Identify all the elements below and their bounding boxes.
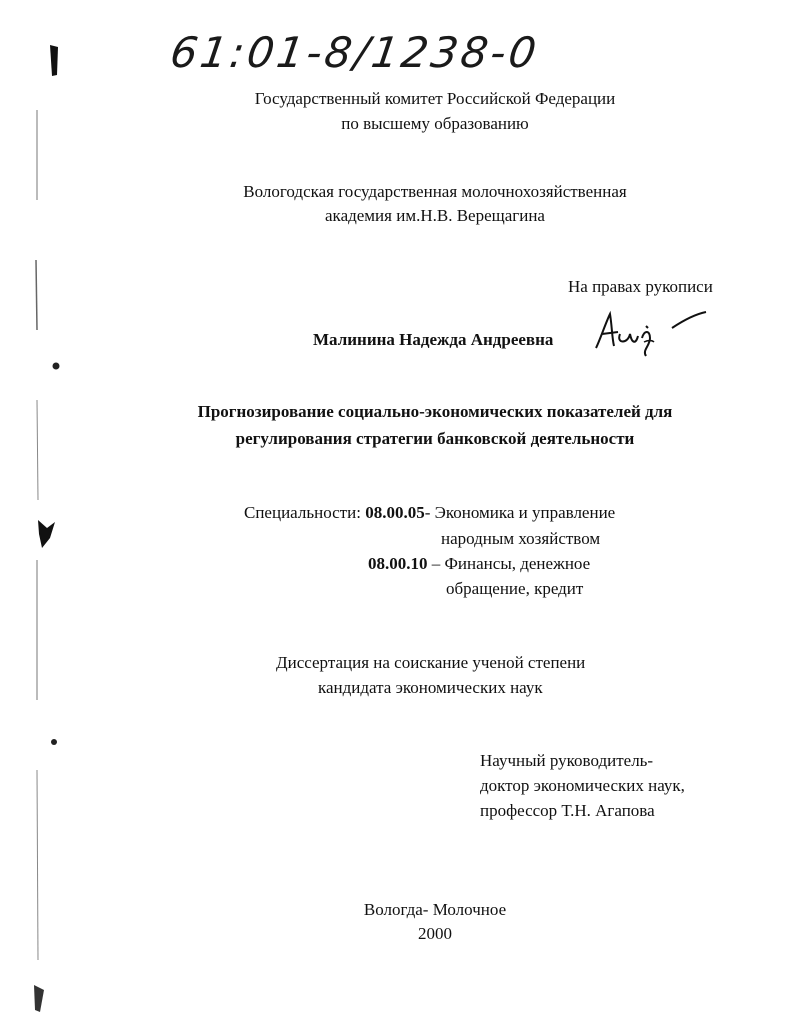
archive-code: 61:01-8/1238-0 xyxy=(167,28,543,77)
specialty-name: Финансы, денежное xyxy=(444,554,591,573)
specialty-name-continued: обращение, кредит xyxy=(446,579,584,598)
rights-note: На правах рукописи xyxy=(568,277,713,296)
scan-edge-artifacts xyxy=(0,0,60,1024)
committee-line-1: Государственный комитет Российской Федерации xyxy=(254,89,616,108)
title-line-1: Прогнозирование социально-экономических показателей для xyxy=(197,402,673,421)
degree-line-2: кандидата экономических наук xyxy=(318,678,543,697)
specialty-name: Экономика и управление xyxy=(434,503,616,522)
place: Вологда- Молочное xyxy=(363,900,507,919)
author-name: Малинина Надежда Андреевна xyxy=(313,330,554,349)
specialty-separator: – xyxy=(427,554,445,573)
specialty-code: 08.00.10 xyxy=(368,554,428,573)
specialty-code: 08.00.05 xyxy=(365,503,425,522)
title-line-2: регулирования стратегии банковской деятельности xyxy=(235,429,635,448)
specialty-separator: - xyxy=(424,503,435,522)
specialties-label: Специальности: xyxy=(244,503,361,522)
supervisor-line-2: доктор экономических наук, xyxy=(480,776,685,795)
committee-line-2: по высшему образованию xyxy=(341,114,529,133)
academy-line-2: академия им.Н.В. Верещагина xyxy=(325,206,545,225)
signature xyxy=(588,300,708,360)
specialty-2 xyxy=(368,551,590,577)
specialties-block xyxy=(244,500,615,526)
degree-line-1: Диссертация на соискание ученой степени xyxy=(276,653,586,672)
year: 2000 xyxy=(418,924,452,943)
supervisor-line-1: Научный руководитель- xyxy=(480,751,654,770)
specialty-name-continued: народным хозяйством xyxy=(441,529,601,548)
academy-line-1: Вологодская государственная молочнохозяйственная xyxy=(243,182,627,201)
supervisor-line-3: профессор Т.Н. Агапова xyxy=(480,801,655,820)
